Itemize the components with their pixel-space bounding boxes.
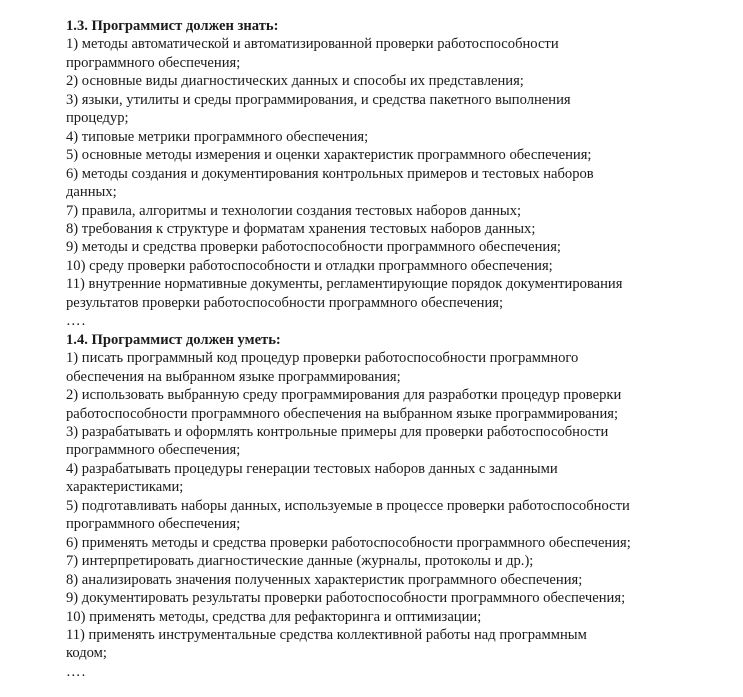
- text-line: 10) среду проверки работоспособности и отладки программного обеспечения;: [66, 257, 553, 274]
- text-line: 5) основные методы измерения и оценки характеристик программного обеспечения;: [66, 147, 592, 164]
- text-line: 5) подготавливать наборы данных, используемые в процессе проверки работоспособности: [66, 497, 630, 514]
- text-line: процедур;: [66, 110, 129, 127]
- text-line: работоспособности программного обеспечения на выбранном языке программирования;: [66, 405, 619, 422]
- ellipsis: ….: [66, 313, 87, 330]
- section-skills: [66, 331, 736, 682]
- document-body: [66, 17, 736, 681]
- text-line: 3) разрабатывать и оформлять контрольные примеры для проверки работоспособности: [66, 423, 609, 440]
- text-line: 10) применять методы, средства для рефакторинга и оптимизации;: [66, 608, 482, 625]
- text-line: результатов проверки работоспособности программного обеспечения;: [66, 294, 504, 311]
- text-line: 4) типовые метрики программного обеспечения;: [66, 128, 369, 145]
- text-line: 2) использовать выбранную среду программирования для разработки процедур проверки: [66, 387, 622, 404]
- section-knowledge: [66, 17, 736, 331]
- text-line: 8) анализировать значения полученных характеристик программного обеспечения;: [66, 571, 583, 588]
- text-line: программного обеспечения;: [66, 54, 241, 71]
- text-line: 11) применять инструментальные средства коллективной работы над программным: [66, 626, 587, 643]
- text-line: 6) методы создания и документирования контрольных примеров и тестовых наборов: [66, 165, 594, 182]
- text-line: 9) методы и средства проверки работоспособности программного обеспечения;: [66, 239, 561, 256]
- text-line: 3) языки, утилиты и среды программирования, и средства пакетного выполнения: [66, 91, 571, 108]
- text-line: 7) правила, алгоритмы и технологии создания тестовых наборов данных;: [66, 202, 522, 219]
- text-line: 1) методы автоматической и автоматизированной проверки работоспособности: [66, 36, 559, 53]
- text-line: 6) применять методы и средства проверки работоспособности программного обеспечения;: [66, 534, 631, 551]
- text-line: программного обеспечения;: [66, 516, 241, 533]
- text-line: 4) разрабатывать процедуры генерации тестовых наборов данных с заданными: [66, 460, 558, 477]
- text-line: 7) интерпретировать диагностические данные (журналы, протоколы и др.);: [66, 553, 534, 570]
- text-line: обеспечения на выбранном языке программирования;: [66, 368, 401, 385]
- text-line: 1) писать программный код процедур проверки работоспособности программного: [66, 350, 579, 367]
- text-line: программного обеспечения;: [66, 442, 241, 459]
- text-line: 8) требования к структуре и форматам хранения тестовых наборов данных;: [66, 220, 536, 237]
- ellipsis: ….: [66, 663, 87, 680]
- text-line: 2) основные виды диагностических данных и способы их представления;: [66, 73, 524, 90]
- text-line: 9) документировать результаты проверки работоспособности программного обеспечения;: [66, 590, 626, 607]
- text-line: данных;: [66, 184, 117, 201]
- text-line: кодом;: [66, 645, 107, 662]
- section-heading: 1.4. Программист должен уметь:: [66, 331, 281, 348]
- text-line: 11) внутренние нормативные документы, регламентирующие порядок документирования: [66, 276, 623, 293]
- section-heading: 1.3. Программист должен знать:: [66, 18, 279, 34]
- text-line: характеристиками;: [66, 479, 184, 496]
